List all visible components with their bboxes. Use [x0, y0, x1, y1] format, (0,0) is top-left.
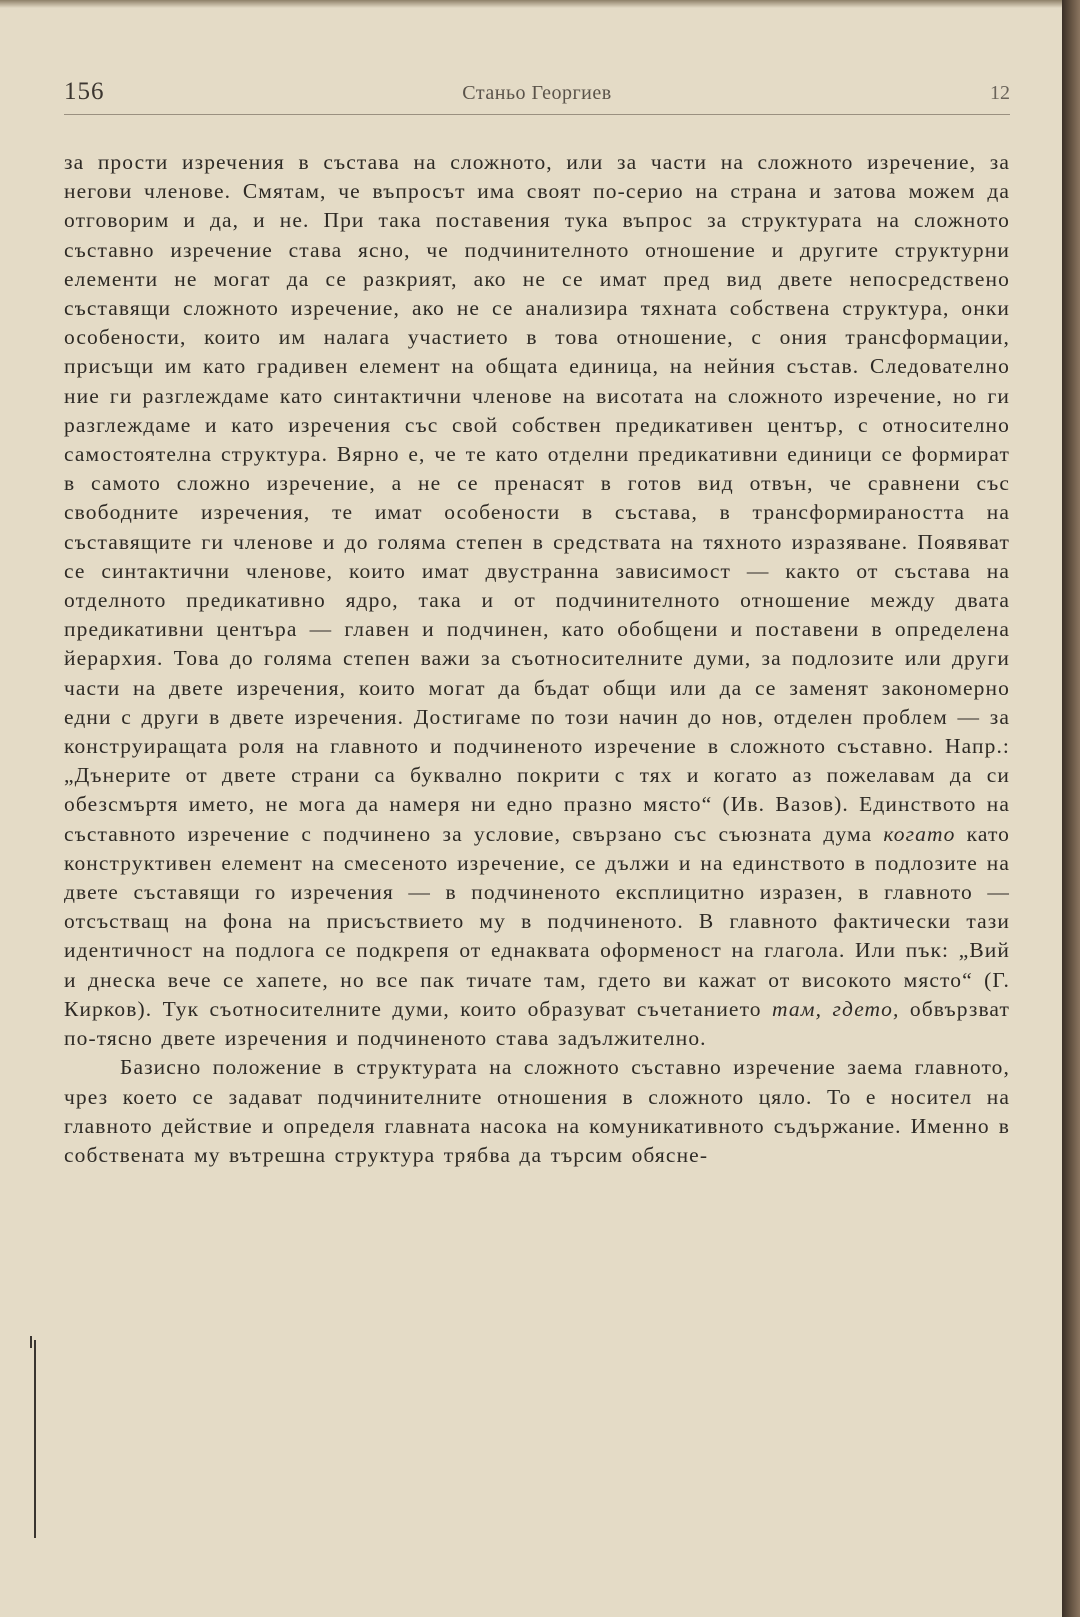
- italic-correlative: там, гдето,: [772, 996, 900, 1021]
- page-number: 156: [64, 78, 105, 105]
- section-number: 12: [990, 82, 1010, 104]
- paragraph-2: Базисно положение в структурата на сложното съставно изречение заема главното, чрез което се задават подчинителните отношения в сложното цяло. То е носител на главното действие и определя главната насока на комуникативното съдържание. Именно в собствената му вътрешна структура трябва да търсим обясне-: [64, 1055, 1010, 1167]
- body-text: [64, 148, 1010, 1170]
- running-head: Станьо Георгиев: [462, 82, 612, 104]
- paragraph-1: [64, 148, 1010, 1053]
- margin-pencil-mark: [34, 1340, 36, 1538]
- italic-conjunction: когато: [883, 821, 956, 846]
- book-binding-edge: [1062, 0, 1080, 1617]
- paragraph-1-text: за прости изречения в състава на сложното, или за части на сложното изречение, за негови членове. Смятам, че въпросът има своят по-серио на страна и затова можем да отговорим и да, и не. При така поставения тука въпрос за структурата на сложното съставно изречение става ясно, че подчинителното отношение и другите структурни елементи не могат да се разкрият, ако не се имат пред вид двете непосредствено съставящи сложното изречение, ако не се анализира тяхната собствена структура, онки особености, които им налага участието в това отношение, с ония трансформации, присъщи им като градивен елемент на общата единица, на нейния състав. Следователно ние ги разглеждаме като синтактични членове на висотата на сложното изречение, но ги разглеждаме и като изречения със свой собствен предикативен център, с относително самостоятелна структура. Вярно е, че те като отделни предикативни единици се формират в самото сложно изречение, а не се пренасят в готов вид отвън, че сравнени със свободните изречения, те имат особености в състава, в трансформираността на съставящите ги членове и до голяма степен в средствата на тяхното изразяване. Появяват се синтактични членове, които имат двустранна зависимост — както от състава на отделното предикативно ядро, така и от подчинителното отношение между двата предикативни центъра — главен и подчинен, като обобщени и поставени в определена йерархия. Това до голяма степен важи за съотносителните думи, за подлозите или други части на двете изречения, които могат да бъдат общи или да се заменят закономерно едни с други в двете изречения. Достигаме по този начин до нов, отделен проблем — за конструиращата роля на главното и подчиненото изречение в сложното съставно. Напр.: „Дънерите от двете страни са буквално покрити с тях и когато аз пожелавам да си обезсмъртя името, не мога да намеря ни едно празно място“ (Ив. Вазов). Единството на съставното изречение с подчинено за условие, свързано със съюзната дума: [64, 150, 1010, 846]
- paragraph-1-ending: обвързват по-тясно двете изречения и подчиненото става задължително.: [64, 996, 1010, 1051]
- page-header: [64, 78, 1010, 118]
- header-rule: [64, 114, 1010, 115]
- page-top-shadow: [0, 0, 1062, 8]
- paragraph-1-continuation: като конструктивен елемент на смесеното изречение, се дължи и на единството в подлозите на двете съставящи го изречения — в подчиненото експлицитно изразен, в главното — отсъстващ на фона на присъствието му в подчиненото. В главното фактически тази идентичност на подлога се подкрепя от еднаквата оформеност на глагола. Или пък: „Вий и днеска вече се хапете, но все пак тичате там, гдето ви кажат от високото място“ (Г. Кирков). Тук съотносителните думи, които образуват съчетанието: [64, 821, 1010, 1021]
